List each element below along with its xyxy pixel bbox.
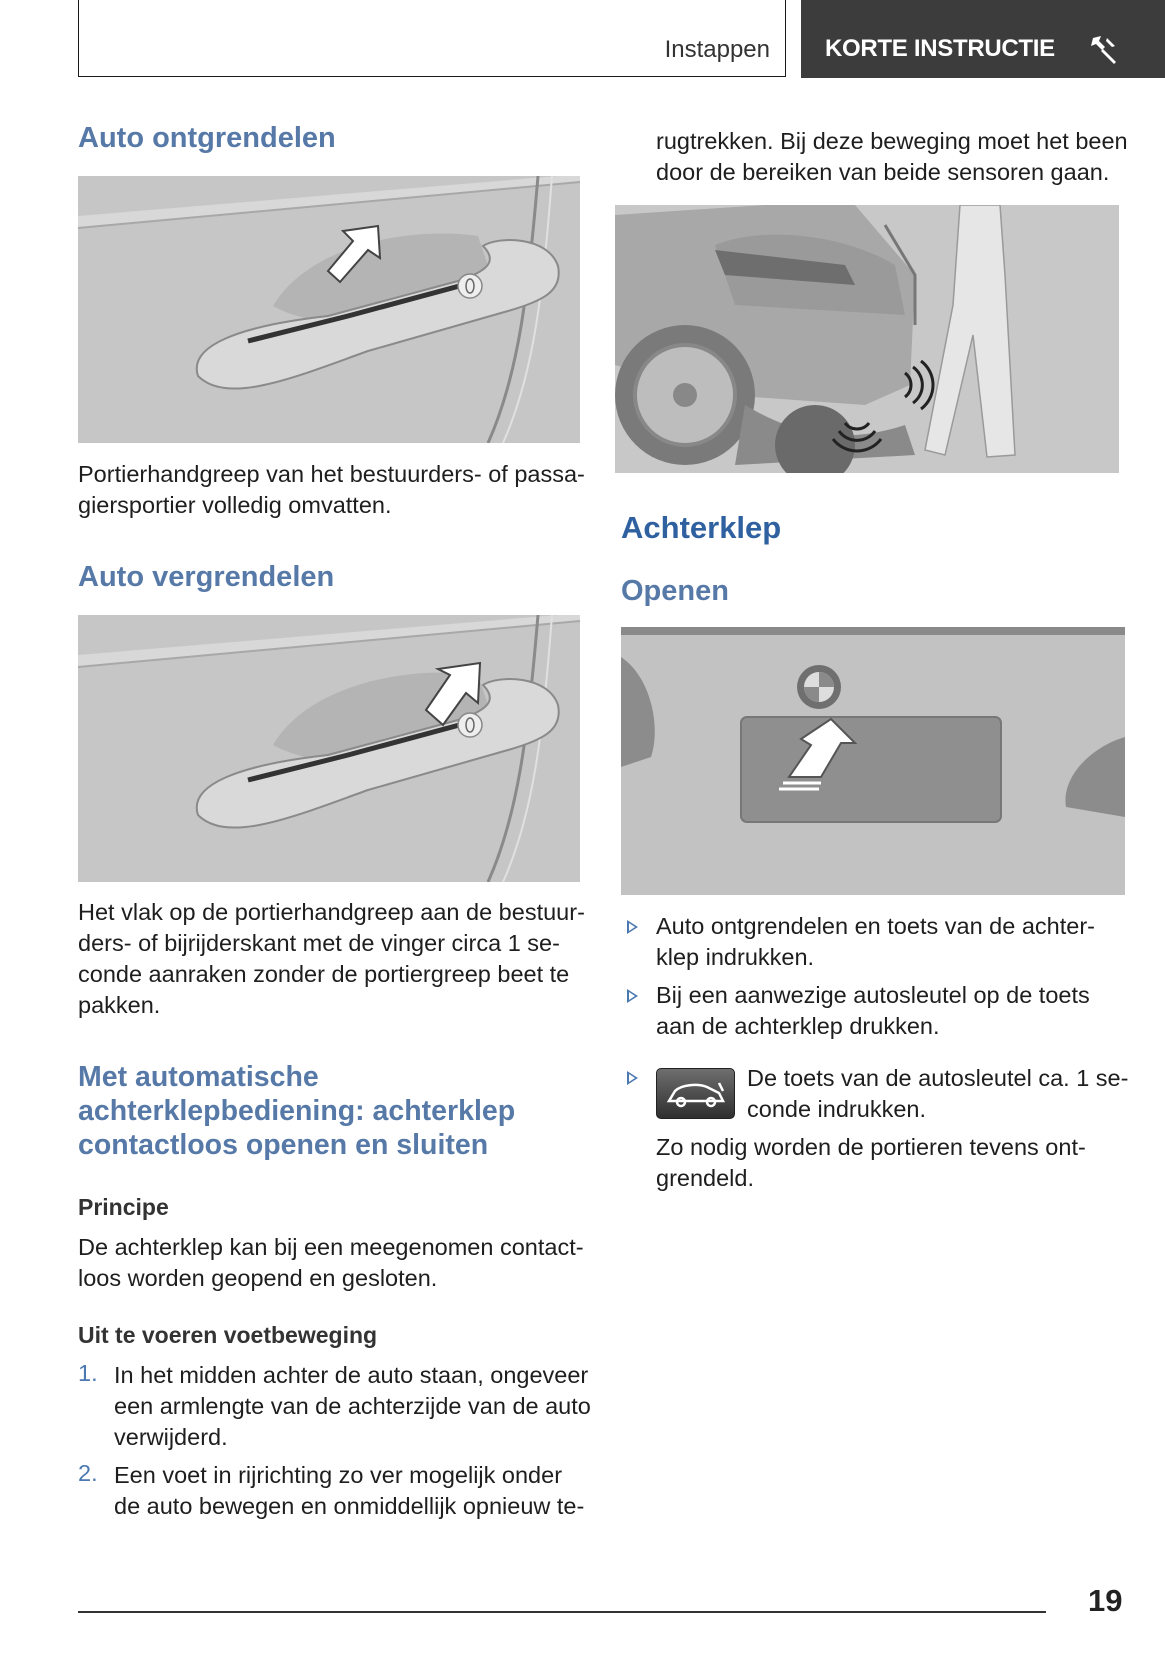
auto-tailgate-title: Met automatische achterklepbediening: achterklep contactloos openen en sluiten bbox=[78, 1061, 516, 1161]
page-number: 19 bbox=[1088, 1583, 1123, 1618]
principle-title: Principe bbox=[78, 1194, 169, 1220]
lock-caption: Het vlak op de portierhandgreep aan de bestuur- ders- of bijrijderskant met de vinger circa 1 se- conde aanraken zonder de portiergreep beet te pakken. bbox=[78, 899, 585, 1018]
step-number: 2. bbox=[78, 1460, 98, 1486]
principle-text: De achterklep kan bij een meegenomen contact- loos worden geopend en gesloten. bbox=[78, 1234, 584, 1291]
door-handle-lock-illustration bbox=[78, 615, 580, 882]
foot-sensor-illustration bbox=[615, 205, 1119, 473]
step-number: 1. bbox=[78, 1360, 98, 1386]
tailgate-button-illustration bbox=[621, 627, 1125, 895]
car-key-tailgate-icon bbox=[656, 1068, 735, 1119]
unlock-title: Auto ontgrendelen bbox=[78, 122, 336, 154]
continued-text: rugtrekken. Bij deze beweging moet het been door de bereiken van beide sensoren gaan. bbox=[656, 128, 1128, 185]
header-chapter-tab bbox=[801, 0, 1165, 78]
key-bullet-text: De toets van de autosleutel ca. 1 se- conde indrukken. bbox=[747, 1065, 1129, 1122]
step-text: In het midden achter de auto staan, ongeveer een armlengte van de achterzijde van de auto verwijderd. bbox=[114, 1362, 591, 1450]
open-subsection-title: Openen bbox=[621, 575, 729, 607]
door-handle-unlock-illustration bbox=[78, 176, 580, 443]
movement-title: Uit te voeren voetbeweging bbox=[78, 1322, 378, 1348]
step-text: Een voet in rijrichting zo ver mogelijk onder de auto bewegen en onmiddellijk opnieuw te- bbox=[114, 1462, 585, 1519]
lock-title: Auto vergrendelen bbox=[78, 561, 335, 593]
bullet-marker bbox=[627, 1071, 638, 1085]
bullet-marker bbox=[627, 989, 638, 1003]
bullet-text: Bij een aanwezige autosleutel op de toets aan de achterklep drukken. bbox=[656, 982, 1090, 1039]
tailgate-section-title: Achterklep bbox=[621, 510, 782, 545]
wrench-icon bbox=[1087, 32, 1121, 66]
header-section-title: Instappen bbox=[664, 36, 770, 63]
bullet-marker bbox=[627, 920, 638, 934]
note-text: Zo nodig worden de portieren tevens ont- grendeld. bbox=[656, 1134, 1086, 1191]
header-chapter-label: KORTE INSTRUCTIE bbox=[825, 35, 1055, 62]
footer-rule bbox=[78, 1611, 1046, 1613]
unlock-caption: Portierhandgreep van het bestuurders- of passa- giersportier volledig omvatten. bbox=[78, 461, 585, 518]
bullet-text: Auto ontgrendelen en toets van de achter- klep indrukken. bbox=[656, 913, 1095, 970]
